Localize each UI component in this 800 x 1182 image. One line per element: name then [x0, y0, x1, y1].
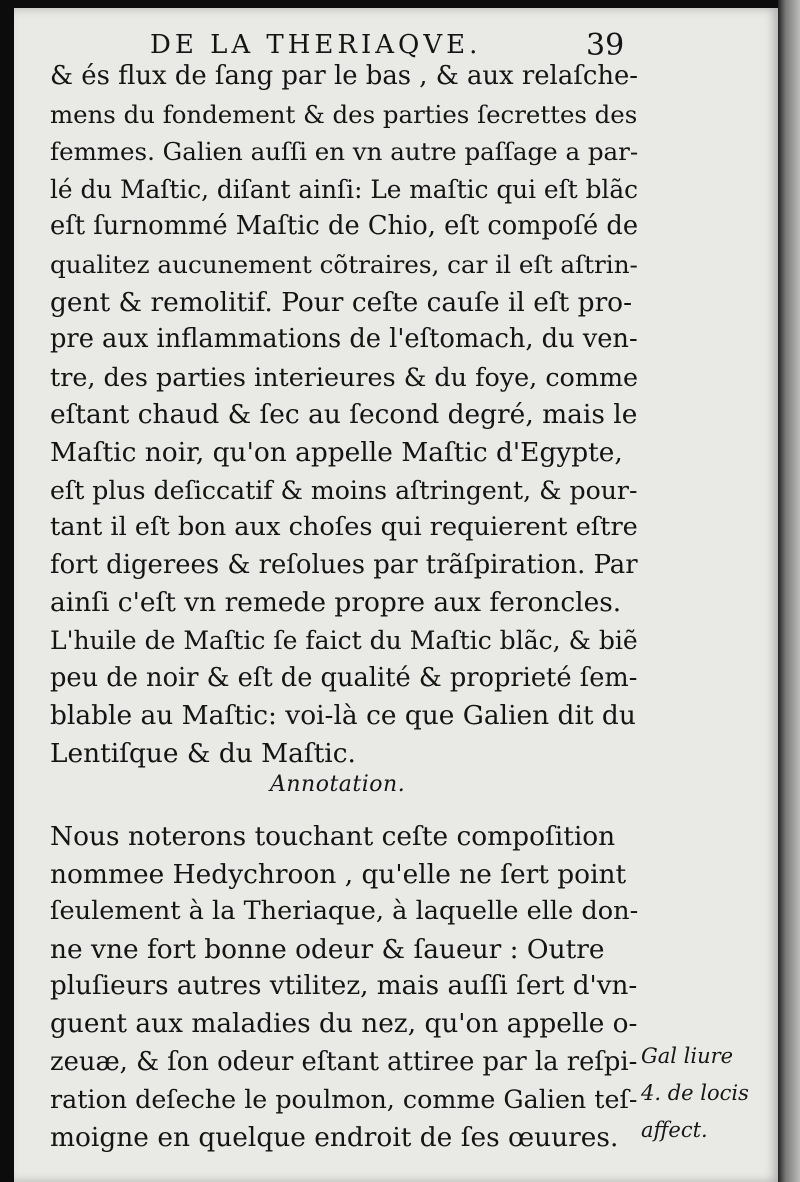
paragraph-annotation	[50, 818, 640, 1156]
text-line: Lentiſque & du Maſtic.	[50, 737, 356, 769]
text-line: Nous noterons touchant ceſte compoſition	[50, 821, 616, 852]
margin-note-line: Gal liure	[641, 1044, 734, 1068]
text-line: ſeulement à la Theriaque, à laquelle elle don-	[50, 896, 639, 927]
section-heading: Annotation.	[270, 772, 406, 797]
text-line: pre aux inflammations de l'eſtomach, du ven-	[50, 324, 638, 355]
page-number: 39	[586, 28, 625, 63]
text-line: ration deſeche le poulmon, comme Galien teſ-	[50, 1084, 638, 1115]
text-line: tre, des parties interieures & du foye, comme	[50, 361, 639, 392]
text-line: fort digerees & reſolues par trãſpiration. Par	[50, 549, 638, 580]
text-line: nommee Hedychroon , qu'elle ne ſert point	[50, 858, 627, 890]
facing-page-edge	[778, 0, 800, 1182]
running-title: DE LA THERIAQVE.	[150, 30, 482, 60]
text-line: femmes. Galien auſſi en vn autre paſſage a par-	[50, 137, 639, 167]
text-line: eſt ſurnommé Maſtic de Chio, eſt compoſé de	[50, 211, 639, 242]
margin-note-line: 4. de locis	[641, 1081, 749, 1105]
text-line: & és flux de ſang par le bas , & aux relaſche-	[50, 61, 639, 91]
margin-note	[641, 1038, 749, 1149]
text-line: guent aux maladies du nez, qu'on appelle o-	[50, 1008, 638, 1039]
text-line: lé du Maſtic, diſant ainſi: Le maſtic qui eſt blãc	[50, 174, 638, 204]
paragraph-main	[50, 58, 640, 772]
text-line: mens du fondement & des parties ſecrettes des	[50, 99, 638, 129]
text-line: pluſieurs autres vtilitez, mais auſſi ſert d'vn-	[50, 971, 638, 1002]
text-line: zeuæ, & ſon odeur eſtant attiree par la reſpi-	[50, 1046, 638, 1077]
text-line: eſtant chaud & ſec au ſecond degré, mais le	[50, 399, 638, 431]
text-line: eſt plus deſiccatif & moins aſtringent, & pour-	[50, 475, 638, 505]
margin-note-line: affect.	[641, 1118, 708, 1142]
text-line: Maſtic noir, qu'on appelle Maſtic d'Egypte,	[50, 436, 623, 468]
text-line: peu de noir & eſt de qualité & proprieté ſem-	[50, 662, 638, 693]
text-line: ne vne fort bonne odeur & ſaueur : Outre	[50, 933, 605, 965]
text-line: L'huile de Maſtic ſe faict du Maſtic blãc, & biẽ	[50, 625, 638, 655]
text-line: ainſi c'eſt vn remede propre aux feroncles.	[50, 587, 622, 619]
text-line: tant il eſt bon aux choſes qui requierent eſtre	[50, 512, 638, 543]
text-line: blable au Maſtic: voi-là ce que Galien dit du	[50, 700, 636, 732]
text-line: qualitez aucunement cõtraires, car il eſt aſtrin-	[50, 249, 638, 279]
text-line: gent & remolitif. Pour ceſte cauſe il eſt pro-	[50, 286, 633, 318]
text-line: moigne en quelque endroit de ſes œuures.	[50, 1121, 619, 1153]
